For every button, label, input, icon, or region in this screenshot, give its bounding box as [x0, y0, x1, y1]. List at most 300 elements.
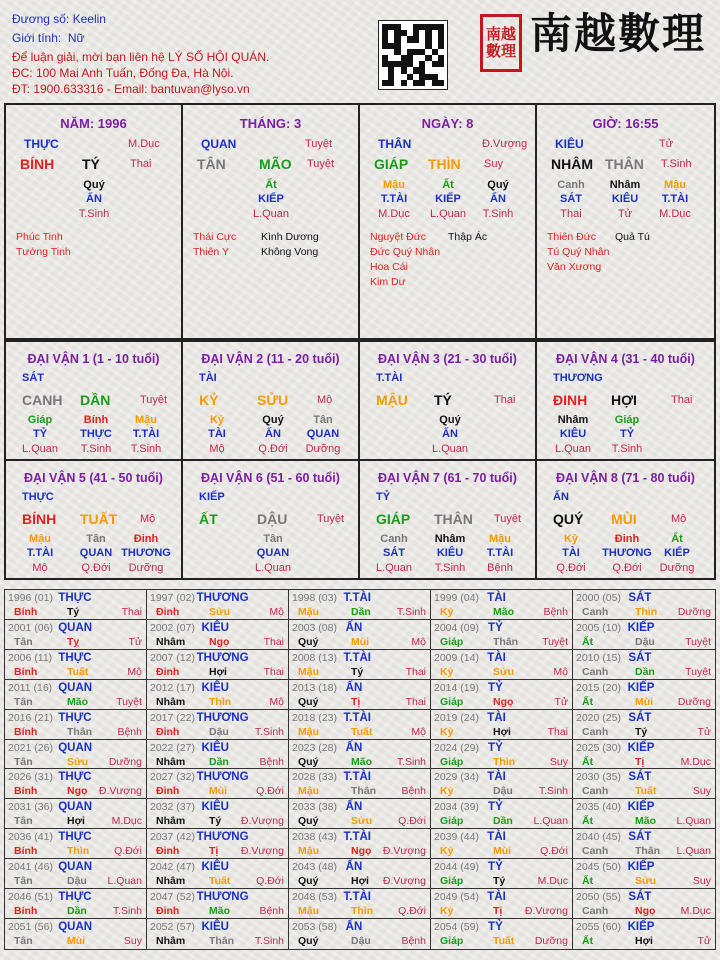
year-branch: Thìn: [351, 905, 374, 918]
year-life-stage: Q.Đới: [256, 875, 284, 888]
year-cell[interactable]: [147, 829, 289, 859]
hidden-god: QUAN: [256, 547, 290, 559]
year-cell[interactable]: [573, 799, 715, 829]
year-life-stage: Q.Đới: [114, 845, 142, 858]
dai-van-god: T.TÀI: [376, 372, 403, 384]
dai-van-god: SÁT: [22, 372, 44, 384]
hidden-god: THƯƠNG: [121, 547, 171, 559]
year-branch: Dần: [209, 755, 229, 768]
hidden-life-stage: T.Sinh: [78, 208, 110, 220]
dai-van-title: ĐẠI VẬN 6 (51 - 60 tuổi): [201, 471, 340, 485]
year-cell[interactable]: [147, 680, 289, 710]
year-cell[interactable]: [5, 650, 147, 680]
year-label: 2035 (40): [576, 801, 621, 814]
year-life-stage: Thai: [547, 725, 568, 738]
year-stem: Mậu: [298, 785, 319, 798]
year-cell[interactable]: [147, 590, 289, 620]
year-branch: Dần: [493, 815, 513, 828]
year-stem: Quý: [298, 635, 319, 648]
star-auspicious: Đức Quý Nhân: [370, 246, 441, 258]
year-label: 2054 (59): [434, 921, 479, 934]
year-life-stage: Q.Đới: [398, 815, 426, 828]
hidden-god: QUAN: [306, 428, 340, 440]
pillar-note: Đ.Vượng: [482, 138, 528, 150]
year-cell[interactable]: [289, 919, 431, 949]
dai-van-cell[interactable]: [360, 461, 537, 578]
year-life-stage: M.Dục: [680, 755, 711, 768]
dai-van-cell[interactable]: [6, 342, 183, 459]
year-god: TỶ: [488, 921, 503, 934]
year-cell[interactable]: [289, 590, 431, 620]
year-cell[interactable]: [573, 919, 715, 949]
year-stem: Kỷ: [440, 785, 454, 798]
hidden-life-stage: L.Quan: [21, 443, 59, 455]
star-auspicious: Phúc Tinh: [16, 231, 63, 243]
dai-van-cell[interactable]: [537, 342, 714, 459]
hidden-stem: Ất: [671, 533, 683, 545]
year-god: THỰC: [58, 711, 92, 724]
year-stem: Kỷ: [440, 905, 454, 918]
year-cell[interactable]: [431, 650, 573, 680]
year-label: 2011 (16): [8, 681, 53, 694]
year-label: 2000 (05): [576, 592, 621, 604]
contact-invite-line: Để luận giải, mời bạn liên hệ LÝ SỐ HỘI QUÁN.: [12, 50, 270, 64]
year-branch: Mão: [67, 695, 88, 708]
hidden-life-stage: L.Quan: [375, 562, 413, 574]
year-label: 2010 (15): [576, 651, 621, 664]
year-cell[interactable]: [147, 859, 289, 889]
year-cell[interactable]: [5, 590, 147, 620]
year-god: QUAN: [58, 801, 93, 814]
year-god: T.TÀI: [343, 592, 371, 604]
star-inauspicious: Kình Dương: [261, 231, 319, 243]
year-cell[interactable]: [289, 710, 431, 740]
hidden-god: SÁT: [560, 193, 582, 205]
dai-van-cell[interactable]: [183, 342, 360, 459]
year-cell[interactable]: [573, 710, 715, 740]
hidden-life-stage: Q.Đới: [258, 443, 288, 455]
year-label: 2044 (49): [434, 861, 479, 874]
hidden-stem: Giáp: [27, 414, 53, 426]
year-label: 2016 (21): [8, 711, 53, 724]
year-stem: Ất: [582, 755, 594, 768]
hidden-god: ẤN: [86, 193, 102, 205]
dai-van-life-stage: Tuyệt: [494, 513, 522, 525]
year-cell[interactable]: [5, 710, 147, 740]
year-label: 1996 (01): [8, 592, 53, 604]
year-branch: Mão: [493, 606, 514, 618]
year-cell[interactable]: [431, 799, 573, 829]
hidden-stem: Tân: [263, 533, 283, 545]
year-branch: Thìn: [493, 755, 516, 768]
year-branch: Thân: [209, 935, 235, 948]
year-stem: Quý: [298, 755, 319, 768]
year-life-stage: Dưỡng: [677, 695, 711, 708]
year-stem: Tân: [14, 755, 33, 768]
year-label: 2001 (06): [8, 621, 53, 634]
dai-van-branch: DẦN: [80, 392, 111, 408]
year-god: KIÊU: [201, 681, 229, 694]
dai-van-stem: MẬU: [376, 392, 408, 408]
year-branch: Hợi: [351, 875, 369, 888]
dai-van-life-stage: Mộ: [671, 513, 687, 525]
dai-van-title: ĐẠI VẬN 5 (41 - 50 tuổi): [24, 471, 163, 485]
year-god: QUAN: [58, 741, 93, 754]
stars-left: [547, 230, 609, 275]
year-cell[interactable]: [431, 680, 573, 710]
dai-van-branch: SỬU: [257, 392, 289, 408]
subject-name-line: Đương số: Keelin: [12, 12, 106, 26]
gender-line: Giới tính: Nữ: [12, 31, 85, 45]
year-life-stage: L.Quan: [107, 875, 142, 888]
year-god: KIÊU: [201, 921, 229, 934]
year-stem: Mậu: [298, 845, 319, 858]
year-life-stage: Bệnh: [401, 785, 426, 798]
year-life-stage: Tuyệt: [542, 635, 568, 648]
year-cell[interactable]: [5, 919, 147, 949]
year-life-stage: Mộ: [553, 665, 568, 678]
year-label: 2014 (19): [434, 681, 479, 694]
year-god: KIÊU: [201, 621, 229, 634]
year-stem: Bính: [14, 665, 38, 678]
year-label: 2039 (44): [434, 831, 479, 844]
year-god: THỰC: [58, 771, 92, 784]
year-cell[interactable]: [573, 650, 715, 680]
year-life-stage: Đ.Vượng: [524, 905, 568, 918]
hidden-life-stage: T.Sinh: [80, 443, 112, 455]
year-cell[interactable]: [573, 859, 715, 889]
year-cell[interactable]: [5, 799, 147, 829]
hidden-life-stage: M.Dục: [378, 208, 410, 220]
year-cell[interactable]: [573, 590, 715, 620]
hidden-stem: Ất: [265, 179, 277, 191]
year-branch: Tỵ: [67, 635, 80, 648]
year-branch: Dậu: [67, 875, 87, 888]
hidden-stem: Giáp: [614, 414, 640, 426]
year-cell[interactable]: [289, 799, 431, 829]
year-label: 2025 (30): [576, 741, 621, 754]
year-cell[interactable]: [5, 680, 147, 710]
pillar-column: [537, 105, 714, 338]
year-cell[interactable]: [5, 740, 147, 770]
year-label: 2029 (34): [434, 771, 479, 784]
year-label: 2003 (08): [292, 621, 337, 634]
year-cell[interactable]: [147, 740, 289, 770]
year-life-stage: Suy: [123, 935, 142, 948]
pillar-stem: NHÂM: [551, 156, 593, 172]
year-stem: Tân: [14, 635, 33, 648]
year-branch: Hợi: [493, 725, 511, 738]
year-god: SÁT: [628, 891, 652, 904]
year-god: TÀI: [487, 771, 506, 784]
year-life-stage: Thai: [405, 695, 426, 708]
year-god: QUAN: [58, 621, 93, 634]
year-cell[interactable]: [431, 829, 573, 859]
year-life-stage: Bệnh: [259, 905, 284, 918]
star-auspicious: Thiên Đức: [547, 231, 597, 243]
year-life-stage: L.Quan: [533, 815, 568, 828]
year-cell[interactable]: [431, 620, 573, 650]
year-stem: Bính: [14, 905, 38, 918]
year-label: 2012 (17): [150, 681, 195, 694]
year-life-stage: Suy: [692, 875, 711, 888]
year-god: TÀI: [487, 891, 506, 904]
year-branch: Mùi: [493, 845, 512, 858]
year-label: 2015 (20): [576, 681, 621, 694]
dai-van-cell[interactable]: [360, 342, 537, 459]
year-label: 2037 (42): [150, 831, 195, 844]
dai-van-stem: QUÝ: [553, 511, 584, 527]
dai-van-stem: ĐINH: [553, 392, 588, 408]
year-life-stage: Thai: [405, 665, 426, 678]
year-god: THỰC: [58, 592, 92, 604]
dai-van-cell[interactable]: [537, 461, 714, 578]
year-god: T.TÀI: [343, 651, 371, 664]
dai-van-branch: DẬU: [257, 511, 288, 527]
year-branch: Hợi: [209, 665, 227, 678]
year-life-stage: T.Sinh: [396, 606, 426, 618]
year-stem: Nhâm: [156, 695, 186, 708]
dai-van-stem: GIÁP: [376, 511, 411, 527]
year-cell[interactable]: [5, 620, 147, 650]
year-god: SÁT: [628, 651, 652, 664]
hidden-god: ẤN: [442, 428, 458, 440]
year-cell[interactable]: [147, 650, 289, 680]
year-branch: Mão: [209, 905, 230, 918]
hidden-life-stage: T.Sinh: [130, 443, 162, 455]
year-stem: Tân: [14, 875, 33, 888]
year-cell[interactable]: [573, 740, 715, 770]
pillar-branch: THÂN: [605, 156, 644, 172]
hidden-stem: Mậu: [664, 179, 686, 191]
year-stem: Quý: [298, 815, 319, 828]
year-life-stage: Tử: [128, 635, 142, 648]
year-cell[interactable]: [289, 650, 431, 680]
year-cell[interactable]: [573, 620, 715, 650]
year-branch: Thìn: [67, 845, 90, 858]
year-branch: Hợi: [635, 935, 653, 948]
pillar-note: Tuyệt: [305, 138, 333, 150]
year-cell[interactable]: [147, 889, 289, 919]
year-cell[interactable]: [147, 919, 289, 949]
year-stem: Ất: [582, 815, 594, 828]
year-cell[interactable]: [5, 859, 147, 889]
year-god: T.TÀI: [343, 771, 371, 784]
year-god: SÁT: [628, 711, 652, 724]
hidden-stem: Nhâm: [557, 414, 589, 426]
year-cell[interactable]: [289, 620, 431, 650]
year-branch: Thìn: [209, 695, 232, 708]
year-branch: Ngọ: [635, 905, 656, 918]
dai-van-god: THỰC: [22, 491, 54, 503]
year-god: QUAN: [58, 921, 93, 934]
hidden-life-stage: Dưỡng: [128, 562, 164, 574]
year-stem: Canh: [582, 905, 609, 918]
pillar-life-stage: Thai: [130, 158, 152, 170]
hidden-life-stage: L.Quan: [254, 562, 292, 574]
year-stem: Canh: [582, 785, 609, 798]
hidden-stem: Kỷ: [209, 414, 225, 426]
year-cell[interactable]: [147, 710, 289, 740]
year-cell[interactable]: [431, 889, 573, 919]
pillar-branch: MÃO: [259, 156, 292, 172]
stars-left: [370, 230, 440, 290]
dai-van-stem: KỶ: [199, 392, 219, 408]
year-branch: Tuất: [351, 725, 373, 738]
stars-right: [615, 230, 650, 245]
year-god: TỶ: [488, 621, 503, 634]
year-branch: Mùi: [67, 935, 86, 948]
year-stem: Nhâm: [156, 935, 186, 948]
year-label: 2026 (31): [8, 771, 53, 784]
dai-van-life-stage: Tuyệt: [140, 394, 168, 406]
year-life-stage: Q.Đới: [540, 845, 568, 858]
year-stem: Kỷ: [440, 845, 454, 858]
year-life-stage: Suy: [692, 785, 711, 798]
year-cell[interactable]: [431, 769, 573, 799]
year-cell[interactable]: [573, 889, 715, 919]
star-inauspicious: Không Vong: [261, 246, 319, 258]
pillar-title: THÁNG: 3: [239, 116, 302, 131]
year-label: 2041 (46): [8, 861, 53, 874]
year-cell[interactable]: [573, 829, 715, 859]
year-stem: Bính: [14, 785, 38, 798]
year-god: KIÊU: [201, 861, 229, 874]
year-branch: Thân: [351, 785, 377, 798]
hidden-stem: Bính: [83, 414, 109, 426]
year-life-stage: Suy: [549, 755, 568, 768]
hidden-life-stage: Tử: [617, 208, 633, 220]
dai-van-stem: BÍNH: [22, 511, 57, 527]
year-label: 2055 (60): [576, 921, 621, 934]
year-branch: Mùi: [209, 785, 228, 798]
year-label: 2042 (47): [150, 861, 195, 874]
year-branch: Dậu: [635, 635, 655, 648]
year-stem: Nhâm: [156, 875, 186, 888]
year-cell[interactable]: [289, 859, 431, 889]
year-cell[interactable]: [5, 829, 147, 859]
year-label: 1999 (04): [434, 592, 479, 604]
year-cell[interactable]: [5, 889, 147, 919]
year-stem: Kỷ: [440, 725, 454, 738]
year-cell[interactable]: [431, 859, 573, 889]
year-life-stage: Tử: [697, 935, 711, 948]
year-cell[interactable]: [289, 740, 431, 770]
year-branch: Thìn: [635, 606, 658, 618]
year-life-stage: L.Quan: [676, 815, 711, 828]
dai-van-row-1: [4, 340, 716, 461]
year-branch: Dần: [351, 606, 371, 618]
year-branch: Dần: [635, 665, 655, 678]
year-branch: Tị: [635, 755, 645, 768]
dai-van-cell[interactable]: [6, 461, 183, 578]
dai-van-god: TÀI: [199, 372, 217, 384]
year-cell[interactable]: [431, 590, 573, 620]
hidden-god: ẤN: [265, 428, 281, 440]
year-stem: Giáp: [440, 635, 464, 648]
year-label: 2024 (29): [434, 741, 479, 754]
year-branch: Tị: [209, 845, 219, 858]
year-cell[interactable]: [431, 740, 573, 770]
star-auspicious: Thái Cực: [193, 231, 237, 243]
year-god: THƯƠNG: [196, 771, 249, 784]
year-stem: Tân: [14, 695, 33, 708]
year-god: KIẾP: [627, 861, 655, 874]
pillar-god: KIÊU: [555, 137, 584, 151]
year-cell[interactable]: [289, 680, 431, 710]
dai-van-title: ĐẠI VẬN 3 (21 - 30 tuổi): [378, 352, 517, 366]
qr-code-image[interactable]: [378, 20, 448, 90]
year-stem: Bính: [14, 725, 38, 738]
year-cell[interactable]: [147, 769, 289, 799]
year-branch: Tuất: [493, 935, 515, 948]
year-cell[interactable]: [147, 620, 289, 650]
hidden-stem: Canh: [380, 533, 408, 545]
year-god: SÁT: [628, 592, 652, 604]
year-god: KIẾP: [627, 621, 655, 634]
hidden-stem: Kỷ: [563, 533, 579, 545]
year-label: 2002 (07): [150, 621, 195, 634]
year-stem: Kỷ: [440, 665, 454, 678]
year-god: THỰC: [58, 891, 92, 904]
year-branch: Dần: [67, 905, 87, 918]
year-branch: Ngọ: [351, 845, 372, 858]
year-branch: Sửu: [67, 755, 89, 768]
year-life-stage: L.Quan: [676, 845, 711, 858]
year-life-stage: Mộ: [411, 635, 426, 648]
year-stem: Canh: [582, 606, 609, 618]
year-life-stage: Tuyệt: [685, 665, 711, 678]
year-branch: Dậu: [209, 725, 229, 738]
dai-van-title: ĐẠI VẬN 1 (1 - 10 tuổi): [27, 352, 160, 366]
year-label: 2018 (23): [292, 711, 337, 724]
year-label: 2013 (18): [292, 681, 337, 694]
year-branch: Ngọ: [67, 785, 88, 798]
hidden-stem: Tân: [313, 414, 333, 426]
year-cell[interactable]: [289, 769, 431, 799]
year-stem: Bính: [14, 845, 38, 858]
year-cell[interactable]: [5, 769, 147, 799]
year-stem: Giáp: [440, 935, 464, 948]
year-god: SÁT: [628, 771, 652, 784]
red-seal-stamp: 南越數理: [480, 14, 522, 72]
year-label: 2033 (38): [292, 801, 337, 814]
year-life-stage: Dưỡng: [677, 606, 711, 618]
dai-van-cell[interactable]: [183, 461, 360, 578]
hidden-life-stage: Dưỡng: [659, 562, 695, 574]
year-cell[interactable]: [431, 919, 573, 949]
pillar-life-stage: T.Sinh: [661, 158, 692, 170]
year-god: ẤN: [345, 681, 363, 694]
year-god: TÀI: [487, 711, 506, 724]
year-god: ẤN: [345, 921, 363, 934]
year-cell[interactable]: [147, 799, 289, 829]
year-cell[interactable]: [289, 829, 431, 859]
year-cell[interactable]: [573, 769, 715, 799]
year-label: 2017 (22): [150, 711, 195, 724]
hidden-god: TÀI: [208, 428, 226, 440]
year-cell[interactable]: [289, 889, 431, 919]
year-stem: Ất: [582, 875, 594, 888]
dai-van-title: ĐẠI VẬN 8 (71 - 80 tuổi): [556, 471, 695, 485]
year-label: 2031 (36): [8, 801, 53, 814]
year-stem: Canh: [582, 725, 609, 738]
year-cell[interactable]: [431, 710, 573, 740]
hidden-stem: Nhâm: [609, 179, 641, 191]
year-god: KIẾP: [627, 801, 655, 814]
year-cell[interactable]: [573, 680, 715, 710]
dai-van-row-2: [4, 459, 716, 580]
